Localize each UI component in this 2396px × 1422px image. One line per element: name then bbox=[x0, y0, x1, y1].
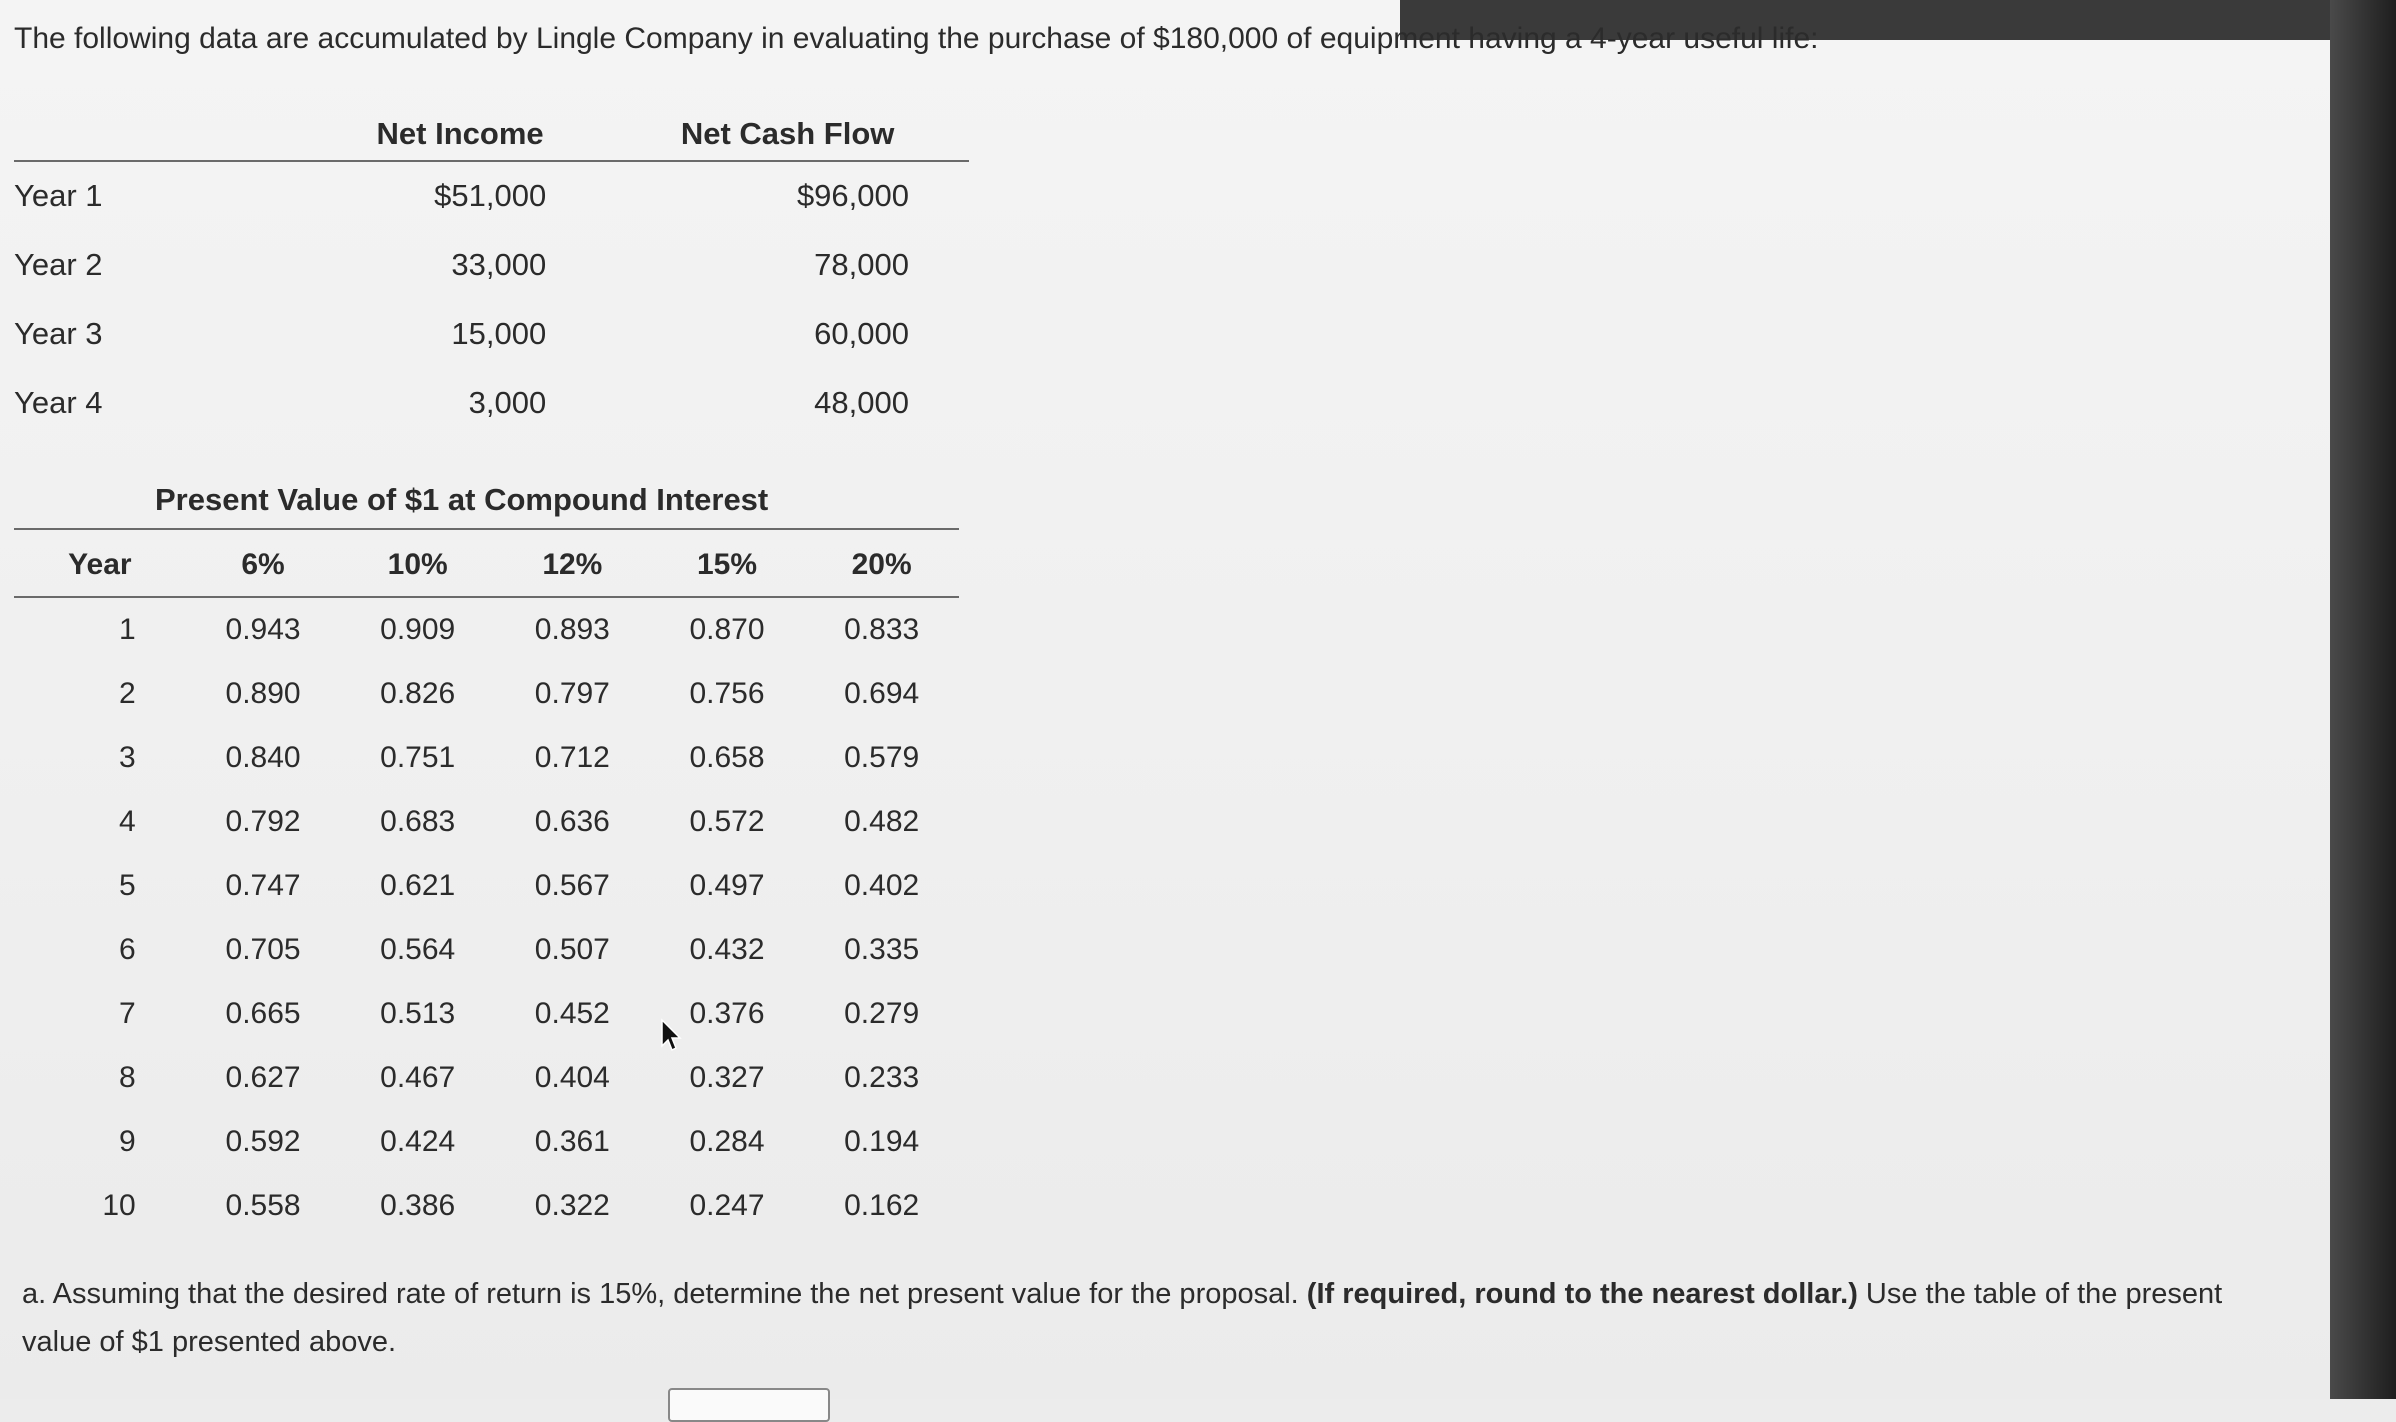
pv-table bbox=[14, 528, 959, 1238]
table-row bbox=[14, 918, 959, 982]
pv-factor-cell: 0.909 bbox=[380, 613, 456, 646]
pv-year-cell: 9 bbox=[119, 1125, 136, 1158]
income-header-blank bbox=[14, 112, 314, 161]
table-row bbox=[14, 790, 959, 854]
table-row bbox=[14, 231, 969, 300]
pv-header-year: Year bbox=[14, 529, 186, 597]
pv-factor-cell: 0.792 bbox=[225, 805, 301, 838]
pv-factor-cell: 0.627 bbox=[225, 1061, 301, 1094]
pv-factor-cell: 0.452 bbox=[534, 997, 610, 1030]
pv-year-cell: 7 bbox=[119, 997, 136, 1030]
table-row bbox=[14, 1174, 959, 1238]
pv-factor-cell: 0.712 bbox=[534, 741, 610, 774]
pv-header-rate: 20% bbox=[804, 529, 959, 597]
pv-factor-cell: 0.665 bbox=[225, 997, 301, 1030]
pv-factor-cell: 0.833 bbox=[844, 613, 920, 646]
pv-factor-cell: 0.376 bbox=[689, 997, 765, 1030]
pv-factor-cell: 0.636 bbox=[534, 805, 610, 838]
question-prefix: a. Assuming that the desired rate of return is 15%, determine the net present value for the proposal. bbox=[22, 1278, 1307, 1310]
pv-factor-cell: 0.432 bbox=[689, 933, 765, 966]
pv-factor-cell: 0.870 bbox=[689, 613, 765, 646]
net-income-value: 3,000 bbox=[468, 385, 547, 420]
pv-factor-cell: 0.507 bbox=[534, 933, 610, 966]
pv-factor-cell: 0.747 bbox=[225, 869, 301, 902]
table-row bbox=[14, 1046, 959, 1110]
pv-factor-cell: 0.890 bbox=[225, 677, 301, 710]
pv-factor-cell: 0.572 bbox=[689, 805, 765, 838]
pv-factor-cell: 0.621 bbox=[380, 869, 456, 902]
intro-text: The following data are accumulated by Lingle Company in evaluating the purchase of $180,000 of equipment having a 4-year useful life: bbox=[14, 22, 1819, 55]
table-row bbox=[14, 300, 969, 369]
pv-factor-cell: 0.592 bbox=[225, 1125, 301, 1158]
pv-factor-cell: 0.327 bbox=[689, 1061, 765, 1094]
question-suffix: Use the table of the present value of $1 presented above. bbox=[22, 1278, 2223, 1358]
pv-factor-cell: 0.943 bbox=[225, 613, 301, 646]
pv-factor-cell: 0.482 bbox=[844, 805, 920, 838]
pv-factor-cell: 0.751 bbox=[380, 741, 456, 774]
pv-factor-cell: 0.797 bbox=[534, 677, 610, 710]
year-label: Year 3 bbox=[14, 316, 103, 351]
pv-year-cell: 3 bbox=[119, 741, 136, 774]
pv-factor-cell: 0.683 bbox=[380, 805, 456, 838]
pv-factor-cell: 0.247 bbox=[689, 1189, 765, 1222]
pv-header-row bbox=[14, 529, 959, 597]
income-header-net-income: Net Income bbox=[314, 112, 606, 161]
table-row bbox=[14, 726, 959, 790]
pv-factor-cell: 0.513 bbox=[380, 997, 456, 1030]
year-label: Year 1 bbox=[14, 178, 103, 213]
pv-factor-cell: 0.579 bbox=[844, 741, 920, 774]
pv-factor-cell: 0.322 bbox=[534, 1189, 610, 1222]
pv-factor-cell: 0.162 bbox=[844, 1189, 920, 1222]
pv-factor-cell: 0.402 bbox=[844, 869, 920, 902]
pv-year-cell: 8 bbox=[119, 1061, 136, 1094]
pv-factor-cell: 0.361 bbox=[534, 1125, 610, 1158]
pv-year-cell: 4 bbox=[119, 805, 136, 838]
net-cash-flow-value: 78,000 bbox=[814, 247, 909, 282]
pv-header-rate: 10% bbox=[340, 529, 495, 597]
net-cash-flow-value: 48,000 bbox=[814, 385, 909, 420]
pv-factor-cell: 0.840 bbox=[225, 741, 301, 774]
net-income-value: 15,000 bbox=[451, 316, 547, 351]
table-row bbox=[14, 597, 959, 662]
pv-factor-cell: 0.893 bbox=[534, 613, 610, 646]
pv-factor-cell: 0.705 bbox=[225, 933, 301, 966]
question-rounding-note: (If required, round to the nearest dollar.) bbox=[1306, 1278, 1858, 1310]
income-header-row bbox=[14, 112, 969, 161]
net-income-value: $51,000 bbox=[434, 178, 547, 213]
pv-factor-cell: 0.284 bbox=[689, 1125, 765, 1158]
table-row bbox=[14, 161, 969, 231]
pv-table-body bbox=[14, 597, 959, 1238]
year-label: Year 2 bbox=[14, 247, 103, 282]
table-row bbox=[14, 982, 959, 1046]
pv-year-cell: 1 bbox=[119, 613, 136, 646]
pv-factor-cell: 0.233 bbox=[844, 1061, 920, 1094]
table-row bbox=[14, 662, 959, 726]
answer-input[interactable] bbox=[668, 1388, 830, 1422]
pv-factor-cell: 0.194 bbox=[844, 1125, 920, 1158]
mouse-pointer-icon bbox=[660, 1018, 682, 1052]
screen-edge bbox=[2330, 0, 2396, 1399]
pv-factor-cell: 0.467 bbox=[380, 1061, 456, 1094]
pv-factor-cell: 0.558 bbox=[225, 1189, 301, 1222]
table-row bbox=[14, 369, 969, 438]
pv-year-cell: 2 bbox=[119, 677, 136, 710]
pv-header-rate: 6% bbox=[186, 529, 341, 597]
income-header-net-cash-flow: Net Cash Flow bbox=[606, 112, 969, 161]
pv-year-cell: 6 bbox=[119, 933, 136, 966]
pv-factor-cell: 0.564 bbox=[380, 933, 456, 966]
pv-year-cell: 5 bbox=[119, 869, 136, 902]
pv-factor-cell: 0.826 bbox=[380, 677, 456, 710]
table-row bbox=[14, 1110, 959, 1174]
pv-factor-cell: 0.497 bbox=[689, 869, 765, 902]
pv-year-cell: 10 bbox=[102, 1189, 136, 1222]
income-table bbox=[14, 112, 969, 438]
pv-factor-cell: 0.424 bbox=[380, 1125, 456, 1158]
pv-factor-cell: 0.335 bbox=[844, 933, 920, 966]
pv-header-rate: 12% bbox=[495, 529, 650, 597]
pv-factor-cell: 0.279 bbox=[844, 997, 920, 1030]
pv-table-title: Present Value of $1 at Compound Interest bbox=[155, 482, 769, 517]
pv-factor-cell: 0.567 bbox=[534, 869, 610, 902]
pv-factor-cell: 0.756 bbox=[689, 677, 765, 710]
net-income-value: 33,000 bbox=[451, 247, 547, 282]
year-label: Year 4 bbox=[14, 385, 103, 420]
pv-factor-cell: 0.404 bbox=[534, 1061, 610, 1094]
net-cash-flow-value: 60,000 bbox=[814, 316, 909, 351]
question-text bbox=[22, 1270, 2262, 1366]
pv-header-rate: 15% bbox=[650, 529, 805, 597]
pv-factor-cell: 0.386 bbox=[380, 1189, 456, 1222]
table-row bbox=[14, 854, 959, 918]
net-cash-flow-value: $96,000 bbox=[796, 178, 909, 213]
pv-factor-cell: 0.694 bbox=[844, 677, 920, 710]
pv-factor-cell: 0.658 bbox=[689, 741, 765, 774]
